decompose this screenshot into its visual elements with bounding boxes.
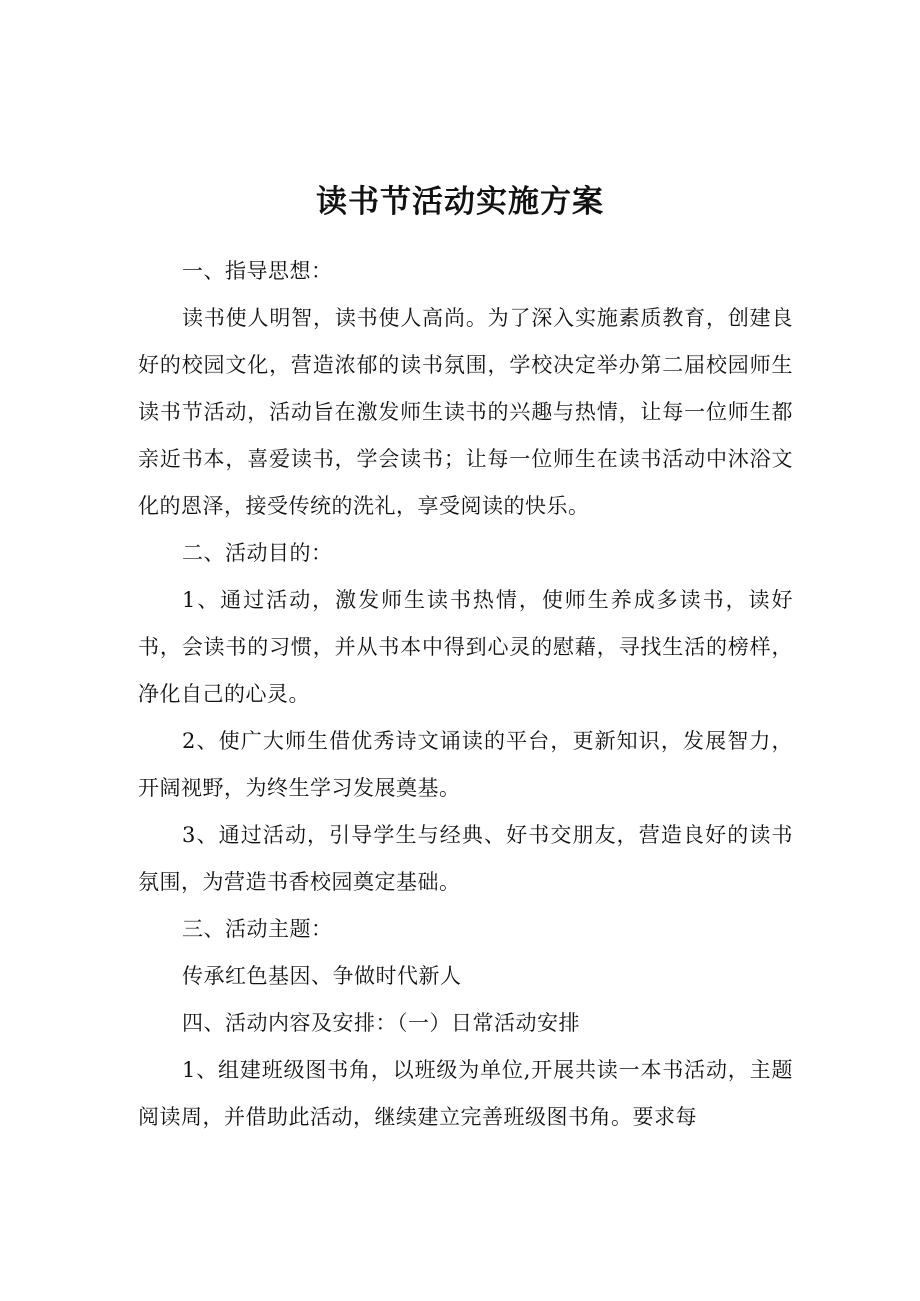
section-heading-theme: 三、活动主题： <box>182 917 333 941</box>
paragraph-objective-3: 3、通过活动，引导学生与经典、好书交朋友，营造良好的读书氛围，为营造书香校园奠定基础。 <box>138 823 793 894</box>
section-heading-objectives: 二、活动目的： <box>182 541 333 565</box>
paragraph-objective-2: 2、使广大师生借优秀诗文诵读的平台，更新知识，发展智力，开阔视野，为终生学习发展奠基。 <box>138 729 793 800</box>
document-body <box>138 248 793 1141</box>
paragraph-theme: 传承红色基因、争做时代新人 <box>182 964 462 988</box>
section-heading-content: 四、活动内容及安排：（一）日常活动安排 <box>182 1011 580 1035</box>
section-heading-guiding-ideology: 一、指导思想： <box>182 259 333 283</box>
paragraph-guiding-ideology: 读书使人明智，读书使人高尚。为了深入实施素质教育，创建良好的校园文化，营造浓郁的读书氛围，学校决定举办第二届校园师生读书节活动，活动旨在激发师生读书的兴趣与热情，让每一位师生都亲近书本，喜爱读书，学会读书；让每一位师生在读书活动中沐浴文化的恩泽，接受传统的洗礼，享受阅读的快乐。 <box>138 306 793 518</box>
paragraph-objective-1: 1、通过活动，激发师生读书热情，使师生养成多读书，读好书，会读书的习惯，并从书本中得到心灵的慰藉，寻找生活的榜样，净化自己的心灵。 <box>138 588 793 706</box>
document-title: 读书节活动实施方案 <box>316 184 604 220</box>
paragraph-content-1: 1、组建班级图书角，以班级为单位,开展共读一本书活动，主题阅读周，并借助此活动，继续建立完善班级图书角。要求每 <box>138 1058 793 1129</box>
